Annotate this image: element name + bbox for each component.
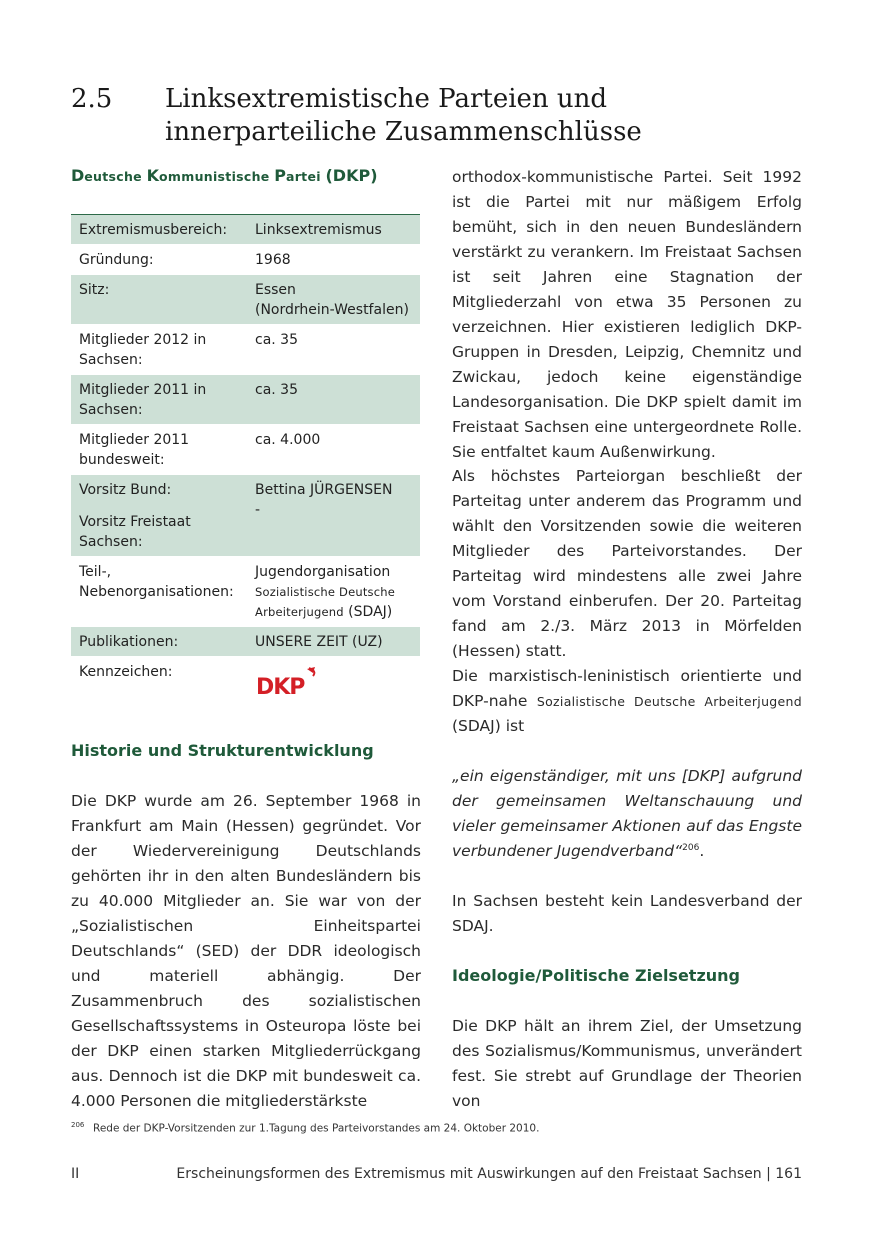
footnote-number: 206 [71,1121,85,1129]
right-paragraph-1: orthodox-kommunistische Partei. Seit 1992 ist die Partei mit nur mäßigem Erfolg bemüht, sich in den neuen Bundesländern verstärkt zu verankern. Im Freistaat Sachsen ist seit Jahren eine Stagnation der Mitgliederzahl von etwa 35 Personen zu verzeichnen. Hier existieren lediglich DKP-Gruppen in Dresden, Leipzig, Chemnitz und Zwickau, jedoch keine eigenständige Landesorganisation. Die DKP spielt damit im Freistaat Sachsen eine untergeordnete Rolle. Sie entfaltet kaum Außenwirkung. [452,168,802,461]
footer-running-title: Erscheinungsformen des Extremismus mit Auswirkungen auf den Freistaat Sachsen | 161 [176,1166,802,1182]
footnote [71,1121,539,1135]
table-row: Sitz: Essen (Nordrhein-Westfalen) [71,275,420,325]
footnote-text: Rede der DKP-Vorsitzenden zur 1.Tagung des Parteivorstandes am 24. Oktober 2010. [93,1122,540,1135]
party-facts-table [71,214,420,707]
chapter-number: 2.5 [71,84,113,114]
history-heading: Historie und Strukturentwicklung [71,741,374,760]
chapter-title-line2: innerparteiliche Zusammenschlüsse [165,117,642,147]
table-row: Mitglieder 2012 in Sachsen: ca. 35 [71,325,420,375]
party-heading: Deutsche Kommunistische Partei (DKP) [71,166,378,185]
table-row: Vorsitz Bund: Vorsitz Freistaat Sachsen: Bettina JÜRGENSEN - [71,475,420,557]
right-paragraph-2: Als höchstes Parteiorgan beschließt der Parteitag unter anderem das Programm und wählt den Vorsitzenden sowie die weiteren Mitglieder des Parteivorstandes. Der Parteitag wird mindestens alle zwei Jahre vom Vorstand einberufen. Der 20. Parteitag fand am 2./3. März 2013 in Mörfelden (Hessen) statt. [452,467,802,660]
right-paragraph-4: In Sachsen besteht kein Landesverband der SDAJ. [452,892,802,935]
logo-text: DKP [256,675,305,696]
table-row: Mitglieder 2011 bundesweit: ca. 4.000 [71,425,420,475]
chapter-title [165,83,785,149]
dkp-logo [255,666,321,696]
ideology-heading: Ideologie/Politische Zielsetzung [452,966,740,985]
footer-section-label: II [71,1166,80,1182]
table-row: Gründung: 1968 [71,245,420,275]
history-paragraph: Die DKP wurde am 26. September 1968 in Frankfurt am Main (Hessen) gegründet. Vor der Wiedervereinigung Deutschlands gehörten ihr in den alten Bundesländern bis zu 40.000 Mitglieder an. Sie war von der „Sozialistischen Einheitspartei Deutschlands“ (SED) der DDR ideologisch und materiell abhängig. Der Zusammenbruch des sozialistischen Gesellschaftssystems in Osteuropa löste bei der DKP einen starken Mitgliederrückgang aus. Dennoch ist die DKP mit bundesweit ca. 4.000 Personen die mitgliederstärkste [71,792,421,1110]
table-row: Publikationen: UNSERE ZEIT (UZ) [71,627,420,657]
right-paragraph-5: Die DKP hält an ihrem Ziel, der Umsetzung des Sozialismus/Kommunismus, unverändert fest. Sie strebt auf Grundlage der Theorien von [452,1017,802,1110]
table-row: Kennzeichen: DKP [71,657,420,707]
quote-paragraph: „ein eigenständiger, mit uns [DKP] aufgrund der gemeinsamen Weltanschauung und vieler gemeinsamer Aktionen auf das Engste verbundener Jugendverband“$^{206}$. [452,767,802,860]
table-row: Extremismusbereich: Linksextremismus [71,215,420,245]
chapter-title-line1: Linksextremistische Parteien und [165,84,608,114]
table-row: Mitglieder 2011 in Sachsen: ca. 35 [71,375,420,425]
table-row: Teil-, Nebenorganisationen: Jugendorganisation Sozialistische Deutsche Arbeiterjugend (SDAJ) [71,557,420,627]
right-paragraph-3: Die marxistisch-leninistisch orientierte und DKP-nahe Sozialistische Deutsche Arbeiterjugend (SDAJ) ist [452,667,802,735]
footnote-ref: 206 [682,842,700,853]
